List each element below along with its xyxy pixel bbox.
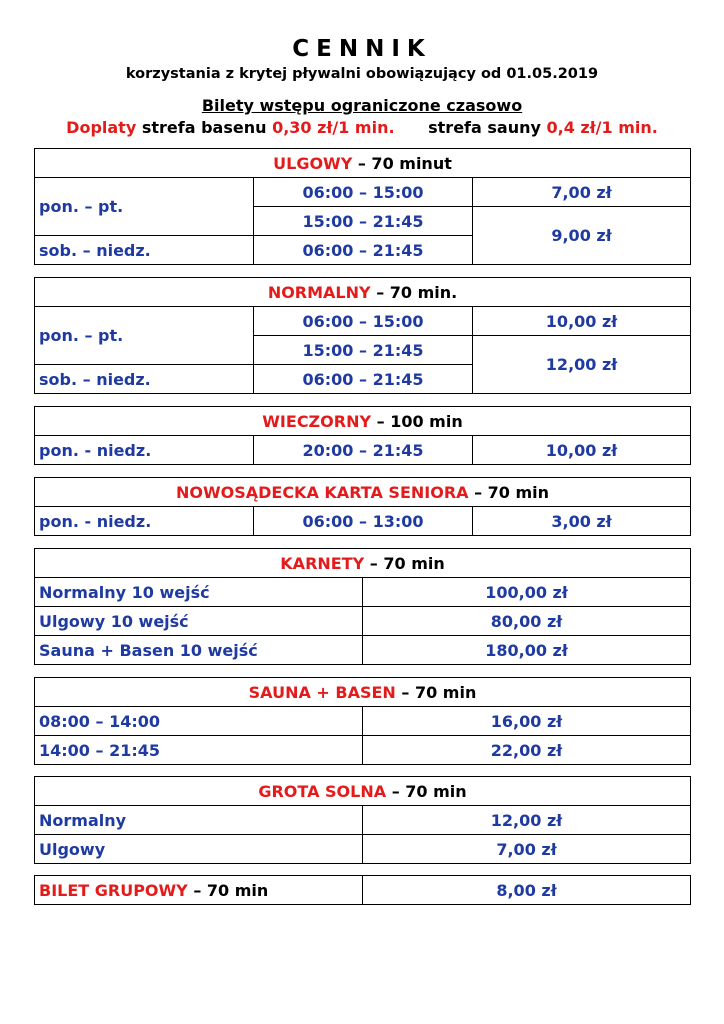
wieczorny-slot: 20:00 – 21:45 (254, 436, 473, 465)
sauna-table (34, 677, 691, 765)
grupowy-label (35, 876, 363, 905)
senior-price: 3,00 zł (473, 507, 691, 536)
grota-label: Ulgowy (35, 835, 363, 864)
normalny-weekend: sob. – niedz. (35, 365, 254, 394)
ulgowy-slot-1: 06:00 – 15:00 (254, 178, 473, 207)
ulgowy-weekday: pon. – pt. (35, 178, 254, 236)
normalny-header (35, 278, 691, 307)
normalny-slot-3: 06:00 – 21:45 (254, 365, 473, 394)
grota-label: Normalny (35, 806, 363, 835)
wieczorny-duration: – 100 min (376, 411, 463, 431)
ulgowy-slot-2: 15:00 – 21:45 (254, 207, 473, 236)
surcharge-line (0, 118, 724, 137)
wieczorny-table (34, 406, 691, 465)
normalny-name: NORMALNY (267, 282, 371, 302)
ulgowy-header (35, 149, 691, 178)
wieczorny-header (35, 407, 691, 436)
page-subtitle: korzystania z krytej pływalni obowiązujący od 01.05.2019 (125, 66, 599, 82)
grota-duration: – 70 min (391, 781, 467, 801)
grota-price: 7,00 zł (363, 835, 691, 864)
ulgowy-name: ULGOWY (273, 153, 353, 173)
page-title: CENNIK (292, 36, 432, 62)
karnety-price: 100,00 zł (363, 578, 691, 607)
karnety-label: Normalny 10 wejść (35, 578, 363, 607)
sauna-slot: 14:00 – 21:45 (35, 736, 363, 765)
wieczorny-name: WIECZORNY (262, 411, 372, 431)
normalny-table (34, 277, 691, 394)
grupowy-price: 8,00 zł (363, 876, 691, 905)
grota-header (35, 777, 691, 806)
grupowy-duration: – 70 min (193, 880, 269, 900)
senior-table (34, 477, 691, 536)
ulgowy-table (34, 148, 691, 265)
ulgowy-weekend: sob. – niedz. (35, 236, 254, 265)
grota-price: 12,00 zł (363, 806, 691, 835)
sauna-zone-label: strefa sauny (428, 118, 541, 137)
section-heading: Bilety wstępu ograniczone czasowo (201, 96, 523, 115)
normalny-duration: – 70 min. (376, 282, 458, 302)
sauna-duration: – 70 min (401, 682, 477, 702)
sauna-price: 22,00 zł (363, 736, 691, 765)
ulgowy-price-2: 9,00 zł (473, 207, 691, 265)
normalny-price-1: 10,00 zł (473, 307, 691, 336)
karnety-duration: – 70 min (369, 553, 445, 573)
ulgowy-slot-3: 06:00 – 21:45 (254, 236, 473, 265)
senior-days: pon. - niedz. (35, 507, 254, 536)
normalny-weekday: pon. – pt. (35, 307, 254, 365)
surcharge-word: Doplaty (66, 118, 137, 137)
normalny-slot-2: 15:00 – 21:45 (254, 336, 473, 365)
wieczorny-price: 10,00 zł (473, 436, 691, 465)
karnety-label: Sauna + Basen 10 wejść (35, 636, 363, 665)
senior-slot: 06:00 – 13:00 (254, 507, 473, 536)
pool-zone-label: strefa basenu (141, 118, 267, 137)
pool-zone-price: 0,30 zł/1 min. (272, 118, 395, 137)
karnety-label: Ulgowy 10 wejść (35, 607, 363, 636)
sauna-price: 16,00 zł (363, 707, 691, 736)
karnety-header (35, 549, 691, 578)
grota-table (34, 776, 691, 864)
sauna-name: SAUNA + BASEN (248, 682, 396, 702)
karnety-price: 180,00 zł (363, 636, 691, 665)
sauna-header (35, 678, 691, 707)
wieczorny-days: pon. - niedz. (35, 436, 254, 465)
karnety-price: 80,00 zł (363, 607, 691, 636)
ulgowy-duration: – 70 minut (357, 153, 452, 173)
sauna-slot: 08:00 – 14:00 (35, 707, 363, 736)
senior-header (35, 478, 691, 507)
normalny-price-2: 12,00 zł (473, 336, 691, 394)
sauna-zone-price: 0,4 zł/1 min. (546, 118, 658, 137)
ulgowy-price-1: 7,00 zł (473, 178, 691, 207)
karnety-name: KARNETY (280, 553, 365, 573)
grupowy-table (34, 875, 691, 905)
grupowy-name: BILET GRUPOWY (39, 880, 188, 900)
senior-name: NOWOSĄDECKA KARTA SENIORA (175, 482, 469, 502)
karnety-table (34, 548, 691, 665)
senior-duration: – 70 min (474, 482, 550, 502)
grota-name: GROTA SOLNA (258, 781, 387, 801)
normalny-slot-1: 06:00 – 15:00 (254, 307, 473, 336)
